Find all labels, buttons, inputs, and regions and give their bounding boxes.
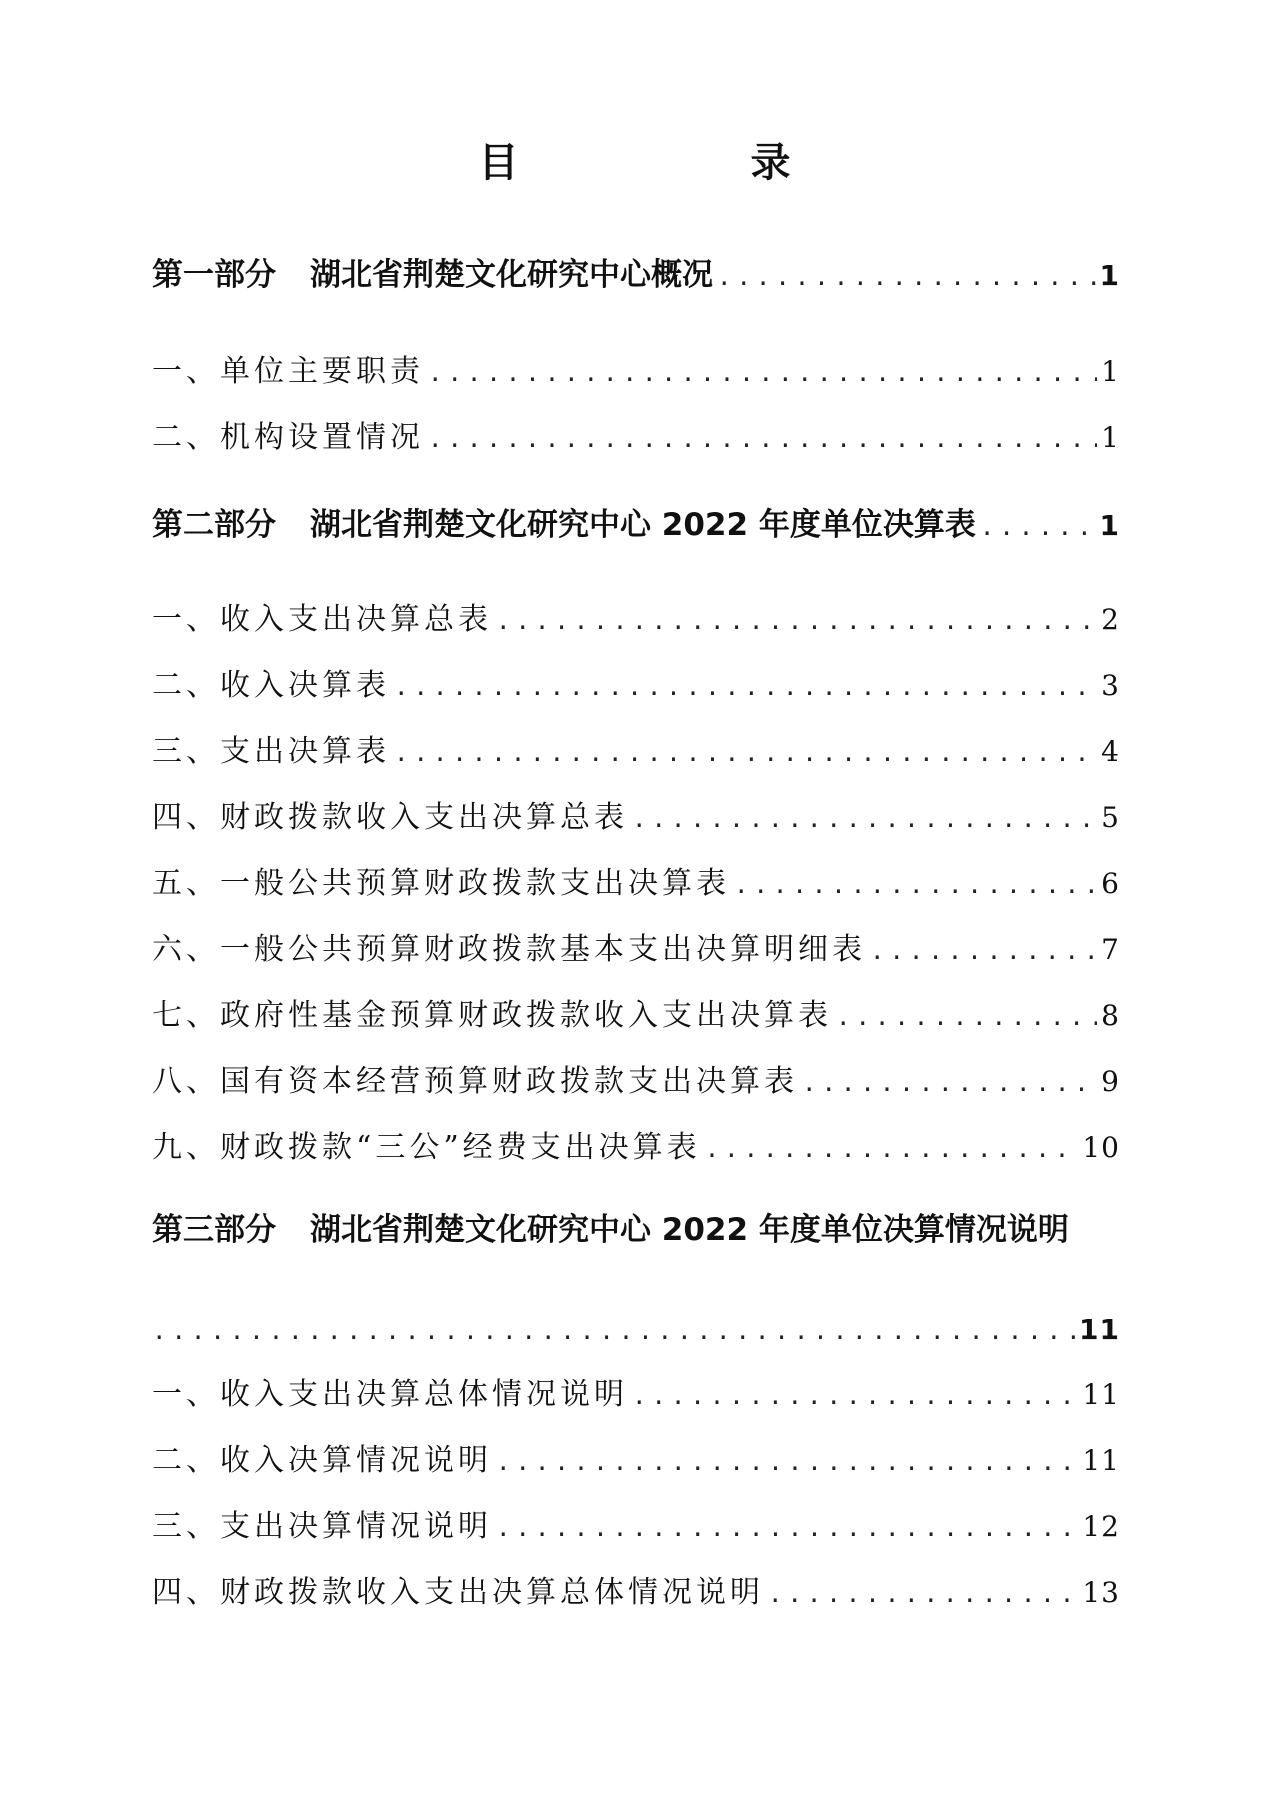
toc-leader-dots [768, 1574, 1078, 1614]
toc-item[interactable] [152, 1507, 1120, 1547]
toc-leader-dots [632, 1376, 1078, 1416]
toc-item[interactable] [152, 1573, 1120, 1613]
toc-page-number: 11 [1079, 1313, 1120, 1346]
toc-item[interactable] [152, 352, 1120, 392]
toc-item-title: 二、机构设置情况 [152, 420, 424, 455]
toc-leader-dots [152, 1311, 1075, 1351]
toc-part-label [152, 505, 976, 545]
toc-item-title: 五、一般公共预算财政拨款支出决算表 [152, 866, 730, 901]
toc-item[interactable] [152, 666, 1120, 706]
toc-part-3-continuation[interactable] [152, 1310, 1120, 1350]
toc-leader-dots [705, 1129, 1079, 1169]
toc-leader-dots [496, 1508, 1078, 1548]
toc-item[interactable] [152, 930, 1120, 970]
toc-page-number: 9 [1101, 1065, 1120, 1098]
toc-item-title: 一、单位主要职责 [152, 354, 424, 389]
toc-part-3[interactable] [152, 1210, 1120, 1250]
toc-page-number: 11 [1082, 1378, 1120, 1411]
toc-item-title: 三、支出决算表 [152, 734, 390, 769]
toc-page-number: 1 [1099, 509, 1120, 542]
toc-part-prefix: 第一部分 [152, 257, 276, 293]
toc-part-prefix: 第二部分 [152, 507, 276, 543]
toc-item-title: 七、政府性基金预算财政拨款收入支出决算表 [152, 998, 832, 1033]
toc-leader-dots [802, 1063, 1097, 1103]
toc-page-number: 2 [1101, 603, 1120, 636]
toc-item[interactable] [152, 864, 1120, 904]
toc-item[interactable] [152, 1128, 1120, 1168]
toc-page-number: 7 [1101, 933, 1120, 966]
toc-item-title: 三、支出决算情况说明 [152, 1509, 492, 1544]
toc-part-title: 湖北省荆楚文化研究中心概况 [310, 257, 713, 293]
toc-leader-dots [734, 865, 1097, 905]
toc-leader-dots [496, 1442, 1078, 1482]
toc-item-title: 九、财政拨款“三公”经费支出决算表 [152, 1130, 701, 1165]
toc-leader-dots [394, 733, 1097, 773]
toc-leader-dots [496, 601, 1097, 641]
toc-page-number: 1 [1099, 259, 1120, 292]
toc-page-number: 5 [1101, 801, 1120, 834]
toc-leader-dots [428, 353, 1097, 393]
toc-item[interactable] [152, 732, 1120, 772]
toc-page-number: 4 [1101, 735, 1120, 768]
toc-item-title: 一、收入支出决算总体情况说明 [152, 1377, 628, 1412]
toc-page-number: 10 [1082, 1131, 1120, 1164]
toc-item[interactable] [152, 1441, 1120, 1481]
toc-page-number: 13 [1082, 1576, 1120, 1609]
toc-leader-dots [870, 931, 1097, 971]
toc-page-number: 6 [1101, 867, 1120, 900]
toc-part-label [152, 1210, 1120, 1250]
toc-item[interactable] [152, 600, 1120, 640]
toc-page-number: 1 [1101, 355, 1120, 388]
toc-item[interactable] [152, 1375, 1120, 1415]
toc-leader-dots [836, 997, 1097, 1037]
toc-item[interactable] [152, 996, 1120, 1036]
toc-item-title: 二、收入决算表 [152, 668, 390, 703]
toc-page-number: 8 [1101, 999, 1120, 1032]
toc-part-title: 湖北省荆楚文化研究中心 2022 年度单位决算情况说明 [310, 1212, 1069, 1248]
toc-item[interactable] [152, 798, 1120, 838]
toc-leader-dots [428, 419, 1097, 459]
toc-page-number: 1 [1101, 421, 1120, 454]
toc-part-2[interactable] [152, 505, 1120, 545]
toc-page-number: 3 [1101, 669, 1120, 702]
toc-item[interactable] [152, 1062, 1120, 1102]
toc-leader-dots [632, 799, 1097, 839]
toc-page-number: 11 [1082, 1444, 1120, 1477]
toc-leader-dots [717, 257, 1096, 297]
toc-part-1[interactable] [152, 255, 1120, 295]
toc-item-title: 四、财政拨款收入支出决算总体情况说明 [152, 1575, 764, 1610]
toc-item-title: 一、收入支出决算总表 [152, 602, 492, 637]
toc-page-number: 12 [1082, 1510, 1120, 1543]
toc-leader-dots [394, 667, 1097, 707]
toc-item[interactable] [152, 418, 1120, 458]
toc-leader-dots [980, 507, 1096, 547]
toc-item-title: 八、国有资本经营预算财政拨款支出决算表 [152, 1064, 798, 1099]
toc-item-title: 四、财政拨款收入支出决算总表 [152, 800, 628, 835]
page-title: 目 录 [478, 139, 887, 186]
toc-part-title: 湖北省荆楚文化研究中心 2022 年度单位决算表 [310, 507, 976, 543]
toc-part-prefix: 第三部分 [152, 1212, 276, 1248]
toc-item-title: 六、一般公共预算财政拨款基本支出决算明细表 [152, 932, 866, 967]
toc-part-label [152, 255, 713, 295]
toc-item-title: 二、收入决算情况说明 [152, 1443, 492, 1478]
